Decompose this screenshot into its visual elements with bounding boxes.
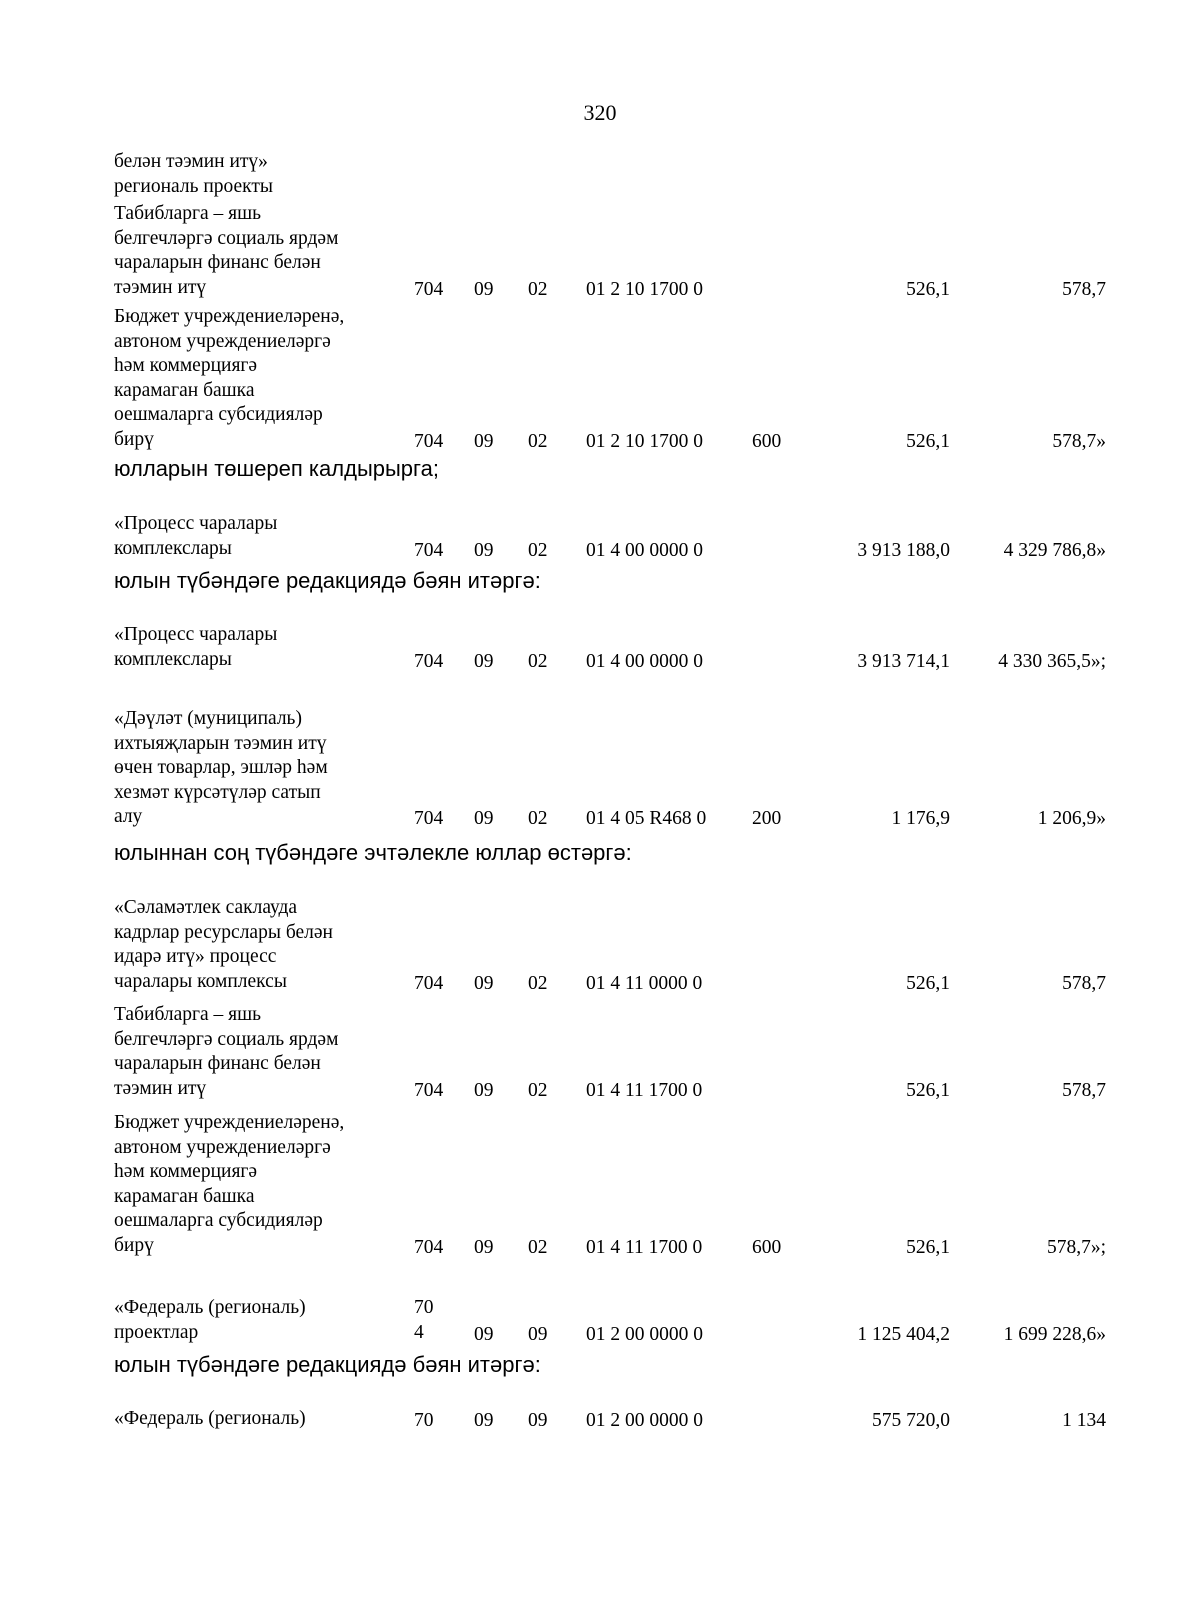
target-article: 01 4 00 0000 0 <box>586 539 703 561</box>
ministry-code-line: 4 <box>414 1321 424 1343</box>
row-name-line: Бюджет учреждениеләренә, <box>114 306 345 327</box>
ministry-code: 704 <box>414 539 444 561</box>
row-name <box>114 1296 398 1345</box>
amount-year-1: 526,1 <box>906 1079 950 1101</box>
row-name-line: «Процесс чаралары <box>114 624 278 645</box>
subsection-code: 09 <box>528 1410 548 1431</box>
row-name-line: өчен товарлар, эшләр һәм <box>114 757 328 778</box>
table-row <box>0 1003 1200 1101</box>
row-name-line: карамаган башка <box>114 1185 255 1207</box>
row-name <box>114 1003 398 1101</box>
table-row <box>0 150 1200 197</box>
ministry-code: 70 <box>414 1410 434 1431</box>
row-name-line: автоном учреждениеләргә <box>114 1136 331 1158</box>
amount-year-2: 578,7» <box>1052 430 1106 452</box>
section-code: 09 <box>474 972 494 994</box>
row-name-line: тәэмин итү <box>114 1077 207 1099</box>
amount-year-2: 1 699 228,6» <box>1003 1323 1106 1345</box>
section-code: 09 <box>474 1410 494 1431</box>
subsection-code: 02 <box>528 430 548 452</box>
ministry-code: 704 <box>414 1079 444 1101</box>
section-code: 09 <box>474 278 494 300</box>
row-name <box>114 150 398 199</box>
amount-year-1: 526,1 <box>906 430 950 452</box>
row-name-line: белгечләргә социаль ярдәм <box>114 227 339 249</box>
row-name <box>114 1407 398 1432</box>
row-name-line: «Федераль (региональ) <box>114 1408 306 1429</box>
row-name <box>114 707 398 830</box>
row-name-line: хезмәт күрсәтүләр сатып <box>114 781 321 803</box>
row-name-line: идарә итү» процесс <box>114 946 277 967</box>
table-row <box>0 1111 1200 1258</box>
target-article: 01 2 00 0000 0 <box>586 1323 703 1345</box>
row-name <box>114 512 398 561</box>
row-name <box>114 1111 398 1258</box>
ministry-code: 704 <box>414 1236 444 1258</box>
row-name-line: Табибларга – яшь <box>114 203 262 224</box>
target-article: 01 2 10 1700 0 <box>586 430 703 452</box>
amount-year-1: 3 913 188,0 <box>857 539 950 561</box>
page-number: 320 <box>583 100 617 125</box>
row-name <box>114 202 398 300</box>
target-article: 01 2 10 1700 0 <box>586 278 703 300</box>
table-row <box>0 896 1200 994</box>
row-name-line: «Процесс чаралары <box>114 513 278 534</box>
subsection-code: 02 <box>528 1236 548 1258</box>
amount-year-2: 578,7 <box>1062 1079 1106 1101</box>
ministry-code: 704 <box>414 430 444 452</box>
ministry-code: 704 <box>414 972 444 994</box>
instruction-text: юлыннан соң түбәндәге эчтәлекле юллар өстәргә: <box>114 840 632 865</box>
amount-year-2: 578,7 <box>1062 278 1106 300</box>
row-name-line: Табибларга – яшь <box>114 1004 262 1025</box>
row-name-line: белән тәэмин итү» <box>114 151 268 172</box>
row-name-line: бирү <box>114 1234 154 1256</box>
ministry-code-line: 70 <box>414 1297 434 1318</box>
row-name-line: «Федераль (региональ) <box>114 1297 306 1318</box>
row-name-line: бирү <box>114 428 154 450</box>
amount-year-2: 578,7 <box>1062 972 1106 994</box>
amount-year-1: 3 913 714,1 <box>857 650 950 672</box>
row-name-line: «Дәүләт (муниципаль) <box>114 708 302 729</box>
amount-year-1: 526,1 <box>906 972 950 994</box>
target-article: 01 2 00 0000 0 <box>586 1410 703 1431</box>
row-name-line: «Сәламәтлек саклауда <box>114 897 298 918</box>
amount-year-1: 575 720,0 <box>872 1410 950 1431</box>
row-name-line: тәэмин итү <box>114 276 207 298</box>
row-name-line: оешмаларга субсидияләр <box>114 1210 323 1231</box>
ministry-code: 704 <box>414 808 444 829</box>
instruction-text: юлын түбәндәге редакциядә бәян итәргә: <box>114 568 541 593</box>
table-row <box>0 1407 1200 1431</box>
amount-year-1: 1 176,9 <box>891 808 950 829</box>
ministry-code: 704 <box>414 650 444 672</box>
subsection-code: 02 <box>528 539 548 561</box>
expense-type: 600 <box>752 430 782 452</box>
table-row <box>0 623 1200 672</box>
target-article: 01 4 00 0000 0 <box>586 650 703 672</box>
instruction-text: юлларын төшереп калдырырга; <box>114 456 439 481</box>
ministry-code <box>414 1296 464 1345</box>
section-code: 09 <box>474 539 494 561</box>
amount-year-2: 578,7»; <box>1046 1236 1106 1258</box>
section-code: 09 <box>474 650 494 672</box>
row-name-line: проектлар <box>114 1321 199 1343</box>
amount-year-2: 1 206,9» <box>1037 808 1106 829</box>
target-article: 01 4 11 1700 0 <box>586 1079 703 1101</box>
row-name-line: комплекслары <box>114 537 232 559</box>
section-code: 09 <box>474 1079 494 1101</box>
subsection-code: 02 <box>528 650 548 672</box>
row-name-line: комплекслары <box>114 648 232 670</box>
row-name-line: кадрлар ресурслары белән <box>114 921 333 943</box>
table-row <box>0 305 1200 452</box>
section-code: 09 <box>474 430 494 452</box>
row-name-line: белгечләргә социаль ярдәм <box>114 1028 339 1050</box>
row-name <box>114 896 398 994</box>
amount-year-1: 526,1 <box>906 278 950 300</box>
row-name-line: чараларын финанс белән <box>114 1053 321 1074</box>
instruction-text: юлын түбәндәге редакциядә бәян итәргә: <box>114 1352 541 1377</box>
section-code: 09 <box>474 1323 494 1345</box>
subsection-code: 02 <box>528 1079 548 1101</box>
row-name-line: региональ проекты <box>114 175 274 197</box>
amount-year-2: 1 134 <box>1062 1410 1106 1431</box>
expense-type: 600 <box>752 1236 782 1258</box>
amount-year-2: 4 330 365,5»; <box>998 650 1106 672</box>
row-name-line: чаралары комплексы <box>114 970 287 992</box>
row-name <box>114 305 398 452</box>
row-name <box>114 623 398 672</box>
amount-year-2: 4 329 786,8» <box>1003 539 1106 561</box>
table-row <box>0 707 1200 829</box>
row-name-line: автоном учреждениеләргә <box>114 330 331 352</box>
amount-year-1: 1 125 404,2 <box>857 1323 950 1345</box>
row-name-line: карамаган башка <box>114 379 255 401</box>
table-row <box>0 512 1200 561</box>
subsection-code: 02 <box>528 808 548 829</box>
row-name-line: һәм коммерциягә <box>114 355 258 376</box>
row-name-line: һәм коммерциягә <box>114 1161 258 1182</box>
subsection-code: 02 <box>528 278 548 300</box>
subsection-code: 02 <box>528 972 548 994</box>
row-name-line: оешмаларга субсидияләр <box>114 404 323 425</box>
row-name-line: чараларын финанс белән <box>114 252 321 273</box>
ministry-code: 704 <box>414 278 444 300</box>
row-name-line: ихтыяҗларын тәэмин итү <box>114 732 327 754</box>
amount-year-1: 526,1 <box>906 1236 950 1258</box>
section-code: 09 <box>474 808 494 829</box>
subsection-code: 09 <box>528 1323 548 1345</box>
target-article: 01 4 11 0000 0 <box>586 972 703 994</box>
expense-type: 200 <box>752 808 782 829</box>
row-name-line: алу <box>114 806 143 827</box>
target-article: 01 4 05 R468 0 <box>586 808 707 829</box>
row-name-line: Бюджет учреждениеләренә, <box>114 1112 345 1133</box>
target-article: 01 4 11 1700 0 <box>586 1236 703 1258</box>
table-row <box>0 202 1200 300</box>
table-row <box>0 1296 1200 1345</box>
section-code: 09 <box>474 1236 494 1258</box>
